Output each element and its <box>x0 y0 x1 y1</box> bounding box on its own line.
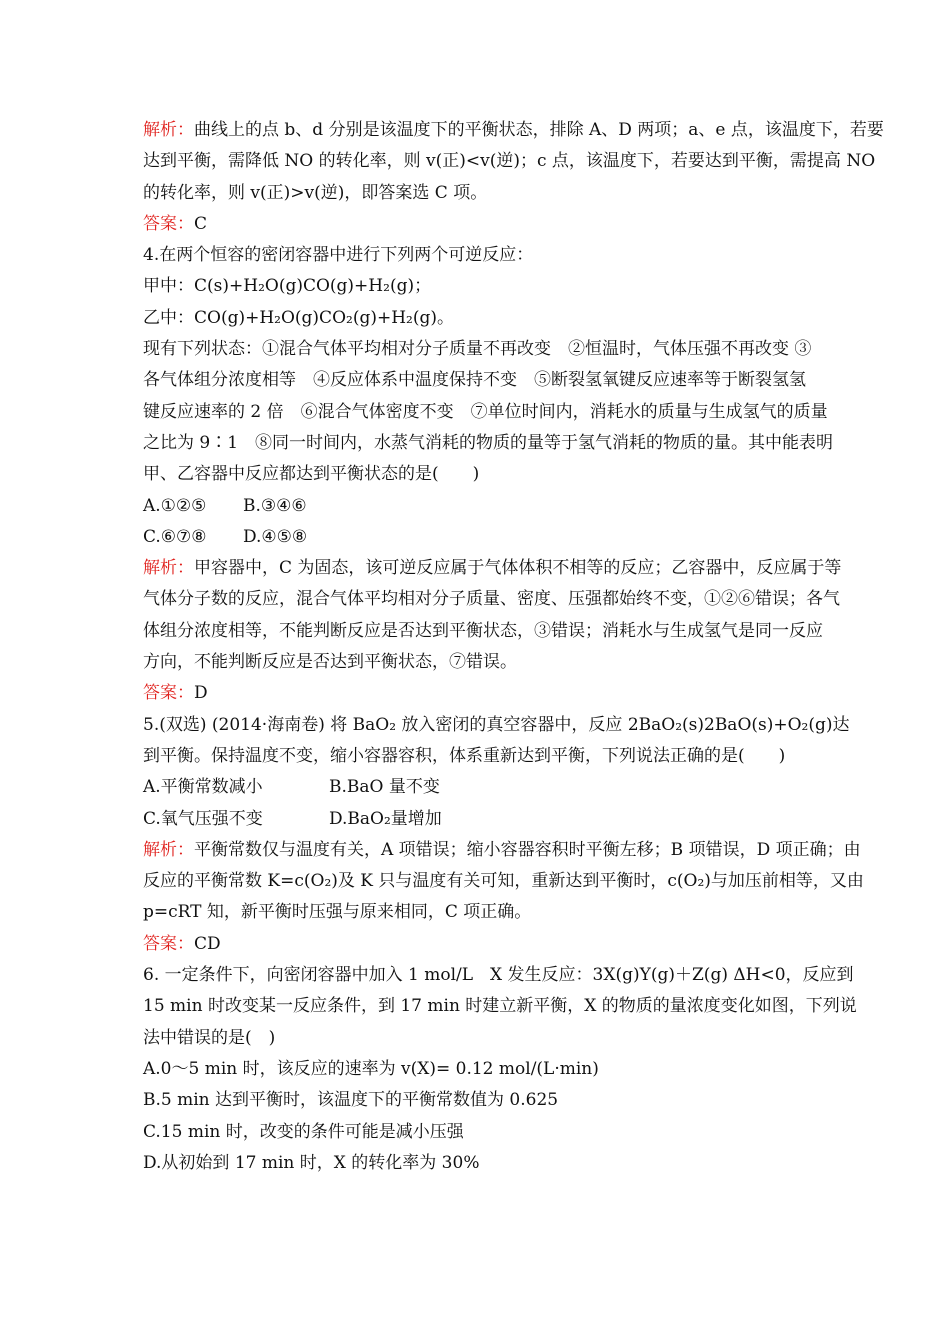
line-text: 各气体组分浓度相等 ④反应体系中温度保持不变 ⑤断裂氢氧键反应速率等于断裂氢氢 <box>143 370 806 391</box>
analysis-label: 解析： <box>143 839 194 860</box>
line-text: 曲线上的点 b、d 分别是该温度下的平衡状态，排除 A、D 两项；a、e 点，该温度下，若要 <box>194 120 884 140</box>
option-a: C.⑥⑦⑧ <box>143 526 207 547</box>
answer-label: 答案： <box>143 683 194 704</box>
line-text: D <box>194 683 208 704</box>
text-line <box>143 960 854 991</box>
text-line <box>143 710 850 741</box>
text-line <box>143 1023 811 1054</box>
line-text: p=cRT 知，新平衡时压强与原来相同，C 项正确。 <box>143 902 532 923</box>
text-line <box>143 1054 811 1085</box>
text-line <box>143 240 811 271</box>
line-text: 反应的平衡常数 K=c(O₂)及 K 只与温度有关可知，重新达到平衡时，c(O₂)与加压前相等，又由 <box>143 871 864 892</box>
line-text: 体组分浓度相等，不能判断反应是否达到平衡状态，③错误；消耗水与生成氢气是同一反应 <box>143 620 823 641</box>
line-text: 之比为 9∶1 ⑧同一时间内，水蒸气消耗的物质的量等于氢气消耗的物质的量。其中能表明 <box>143 432 834 453</box>
line-text: C <box>194 213 208 234</box>
line-text: 法中错误的是( ) <box>143 1027 276 1048</box>
text-line <box>143 897 811 928</box>
line-text: 平衡常数仅与温度有关，A 项错误；缩小容器容积时平衡左移；B 项错误，D 项正确；由 <box>194 839 861 860</box>
line-text: B.5 min 达到平衡时，该温度下的平衡常数值为 0.625 <box>143 1090 559 1111</box>
option-row <box>143 522 811 553</box>
line-text: CD <box>194 933 221 954</box>
line-text: 甲容器中，C 为固态，该可逆反应属于气体体积不相等的反应；乙容器中，反应属于等 <box>194 558 842 579</box>
text-line <box>143 584 840 615</box>
analysis-line <box>143 553 842 584</box>
analysis-label: 解析： <box>143 558 194 579</box>
option-b: B.BaO 量不变 <box>329 777 440 798</box>
option-b: D.④⑤⑧ <box>243 526 308 547</box>
option-a: A.平衡常数减小 <box>143 777 263 798</box>
line-text: 的转化率，则 v(正)>v(逆)，即答案选 C 项。 <box>143 182 488 203</box>
line-text: A.0～5 min 时，该反应的速率为 v(X)= 0.12 mol/(L·min) <box>143 1058 599 1079</box>
answer-line <box>143 929 811 960</box>
text-line <box>143 397 828 428</box>
text-line <box>143 271 811 302</box>
text-line <box>143 428 834 459</box>
text-line <box>143 1148 811 1179</box>
line-text: 方向，不能判断反应是否达到平衡状态，⑦错误。 <box>143 652 517 673</box>
option-row <box>143 804 811 835</box>
option-b: B.③④⑥ <box>243 495 307 516</box>
analysis-line <box>143 835 861 866</box>
analysis-label: 解析： <box>143 120 194 140</box>
answer-label: 答案： <box>143 933 194 954</box>
line-text: 现有下列状态：①混合气体平均相对分子质量不再改变 ②恒温时，气体压强不再改变 ③ <box>143 339 812 360</box>
analysis-line <box>143 115 884 146</box>
text-line <box>143 991 857 1022</box>
option-b: D.BaO₂量增加 <box>329 808 442 829</box>
option-a: A.①②⑤ <box>143 495 207 516</box>
line-text: 4.在两个恒容的密闭容器中进行下列两个可逆反应： <box>143 245 534 266</box>
text-line <box>143 741 811 772</box>
text-line <box>143 866 864 897</box>
line-text: 到平衡。保持温度不变，缩小容器容积，体系重新达到平衡，下列说法正确的是( ) <box>143 745 786 766</box>
text-line <box>143 647 811 678</box>
text-line <box>143 1085 811 1116</box>
line-text: 键反应速率的 2 倍 ⑥混合气体密度不变 ⑦单位时间内，消耗水的质量与生成氢气的质量 <box>143 401 828 422</box>
line-text: C.15 min 时，改变的条件可能是减小压强 <box>143 1121 464 1142</box>
answer-label: 答案： <box>143 213 194 234</box>
line-text: 气体分子数的反应，混合气体平均相对分子质量、密度、压强都始终不变，①②⑥错误；各气 <box>143 589 840 610</box>
answer-line <box>143 678 811 709</box>
option-row <box>143 491 811 522</box>
answer-line <box>143 209 811 240</box>
text-line <box>143 365 811 396</box>
text-line <box>143 146 876 177</box>
line-text: 乙中：CO(g)+H₂O(g)CO₂(g)+H₂(g)。 <box>143 307 454 328</box>
text-line <box>143 1117 811 1148</box>
text-line <box>143 178 811 209</box>
document-body <box>143 115 884 1179</box>
text-line <box>143 334 811 365</box>
line-text: 6. 一定条件下，向密闭容器中加入 1 mol/L X 发生反应：3X(g)Y(g)＋Z(g) ΔH<0，反应到 <box>143 965 854 986</box>
text-line <box>143 616 823 647</box>
option-row <box>143 772 811 803</box>
line-text: 甲中：C(s)+H₂O(g)CO(g)+H₂(g)； <box>143 276 432 297</box>
text-line <box>143 303 811 334</box>
line-text: 5.(双选) (2014·海南卷) 将 BaO₂ 放入密闭的真空容器中，反应 2BaO₂(s)2BaO(s)+O₂(g)达 <box>143 714 850 735</box>
option-a: C.氧气压强不变 <box>143 808 263 829</box>
text-line <box>143 459 811 490</box>
line-text: 15 min 时改变某一反应条件，到 17 min 时建立新平衡，X 的物质的量浓度变化如图，下列说 <box>143 996 857 1017</box>
line-text: 甲、乙容器中反应都达到平衡状态的是( ) <box>143 464 480 485</box>
line-text: 达到平衡，需降低 NO 的转化率，则 v(正)<v(逆)；c 点，该温度下，若要达到平衡，需提高 NO <box>143 151 876 172</box>
line-text: D.从初始到 17 min 时，X 的转化率为 30% <box>143 1152 480 1173</box>
